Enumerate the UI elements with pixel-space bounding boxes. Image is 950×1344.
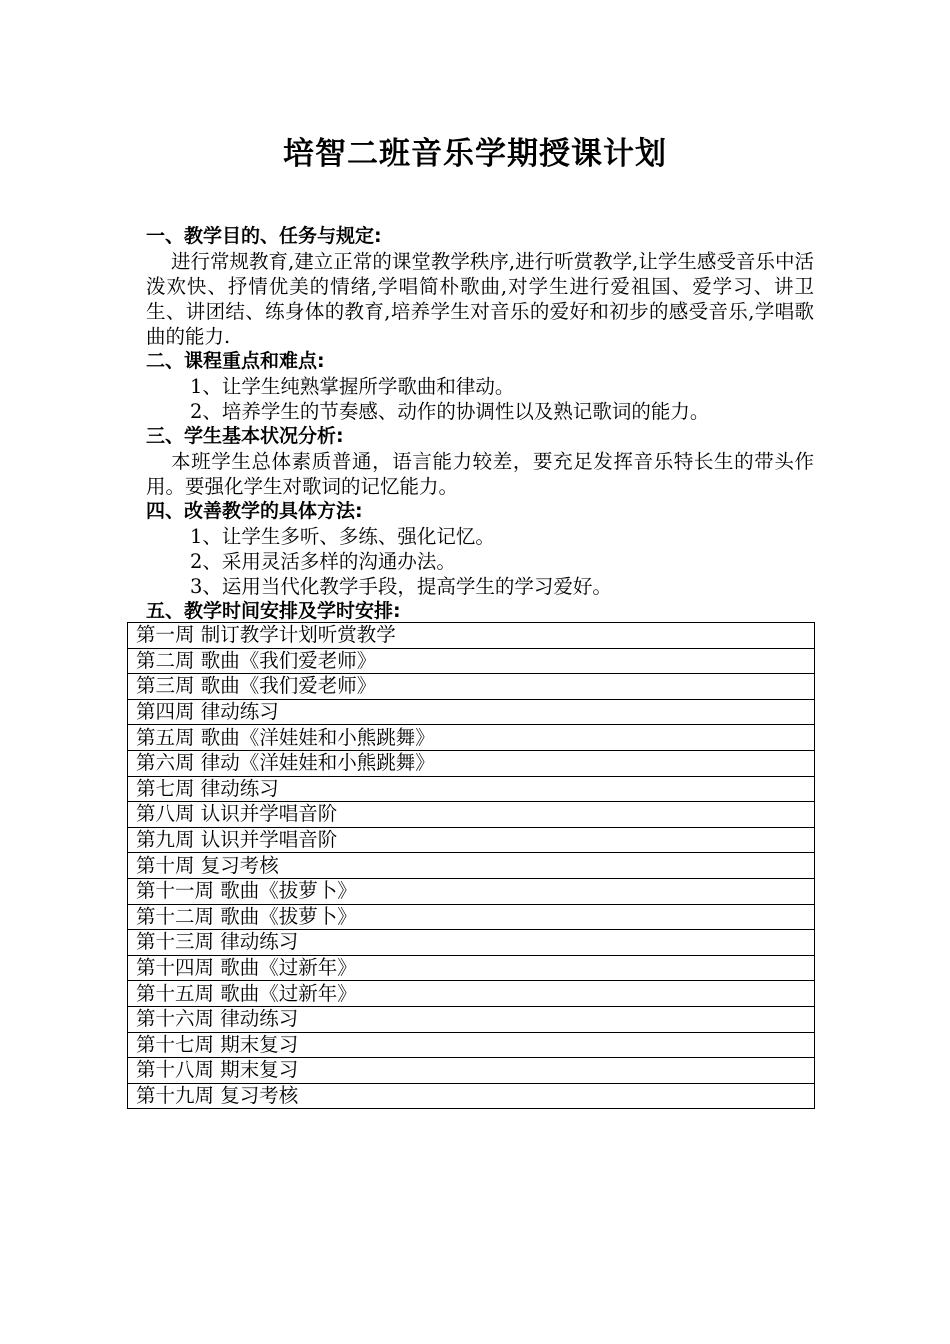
key-point-item: 2、培养学生的节奏感、动作的协调性以及熟记歌词的能力。 xyxy=(190,400,710,423)
schedule-cell: 第一周 制订教学计划听赏教学 xyxy=(128,623,815,649)
method-item: 2、采用灵活多样的沟通办法。 xyxy=(190,550,456,573)
schedule-cell: 第四周 律动练习 xyxy=(128,699,815,725)
section-heading-schedule: 五、教学时间安排及学时安排: xyxy=(146,600,401,622)
schedule-cell: 第十一周 歌曲《拔萝卜》 xyxy=(128,878,815,904)
table-row xyxy=(128,725,815,751)
section-heading-key-points: 二、课程重点和难点: xyxy=(146,350,325,372)
table-row xyxy=(128,878,815,904)
schedule-cell: 第十四周 歌曲《过新年》 xyxy=(128,955,815,981)
section-heading-student-analysis: 三、学生基本状况分析: xyxy=(146,425,344,447)
schedule-cell: 第三周 歌曲《我们爱老师》 xyxy=(128,674,815,700)
table-row xyxy=(128,802,815,828)
schedule-cell: 第十五周 歌曲《过新年》 xyxy=(128,981,815,1007)
schedule-cell: 第二周 歌曲《我们爱老师》 xyxy=(128,648,815,674)
section-heading-objectives: 一、教学目的、任务与规定: xyxy=(146,225,382,247)
section-heading-methods: 四、改善教学的具体方法: xyxy=(146,500,363,522)
schedule-cell: 第十九周 复习考核 xyxy=(128,1083,815,1109)
schedule-cell: 第六周 律动《洋娃娃和小熊跳舞》 xyxy=(128,750,815,776)
schedule-cell: 第十三周 律动练习 xyxy=(128,930,815,956)
table-row xyxy=(128,930,815,956)
document-title: 培智二班音乐学期授课计划 xyxy=(283,136,667,172)
schedule-cell: 第十六周 律动练习 xyxy=(128,1006,815,1032)
table-row xyxy=(128,648,815,674)
table-row xyxy=(128,827,815,853)
schedule-cell: 第十八周 期末复习 xyxy=(128,1058,815,1084)
table-row xyxy=(128,1032,815,1058)
objectives-paragraph: 进行常规教育,建立正常的课堂教学秩序,进行听赏教学,让学生感受音乐中活泼欢快、抒情优美的情绪,学唱简朴歌曲,对学生进行爱祖国、爱学习、讲卫生、讲团结、练身体的教育,培养学生对音乐的爱好和初步的感受音乐,学唱歌曲的能力. xyxy=(146,250,814,348)
table-row xyxy=(128,750,815,776)
table-row xyxy=(128,904,815,930)
method-item: 1、让学生多听、多练、强化记忆。 xyxy=(190,525,495,548)
table-row xyxy=(128,955,815,981)
table-row xyxy=(128,1006,815,1032)
student-analysis-paragraph: 本班学生总体素质普通，语言能力较差，要充足发挥音乐特长生的带头作用。要强化学生对歌词的记忆能力。 xyxy=(146,450,814,498)
table-row xyxy=(128,699,815,725)
table-row xyxy=(128,674,815,700)
table-row xyxy=(128,1058,815,1084)
table-row xyxy=(128,1083,815,1109)
table-row xyxy=(128,776,815,802)
table-row xyxy=(128,981,815,1007)
document-body xyxy=(146,224,814,624)
table-row xyxy=(128,853,815,879)
schedule-cell: 第八周 认识并学唱音阶 xyxy=(128,802,815,828)
key-point-item: 1、让学生纯熟掌握所学歌曲和律动。 xyxy=(190,375,515,398)
schedule-cell: 第十七周 期末复习 xyxy=(128,1032,815,1058)
schedule-cell: 第十二周 歌曲《拔萝卜》 xyxy=(128,904,815,930)
table-row xyxy=(128,623,815,649)
schedule-cell: 第七周 律动练习 xyxy=(128,776,815,802)
schedule-table xyxy=(127,622,815,1109)
schedule-cell: 第十周 复习考核 xyxy=(128,853,815,879)
schedule-cell: 第五周 歌曲《洋娃娃和小熊跳舞》 xyxy=(128,725,815,751)
schedule-cell: 第九周 认识并学唱音阶 xyxy=(128,827,815,853)
method-item: 3、运用当代化教学手段，提高学生的学习爱好。 xyxy=(190,575,612,598)
